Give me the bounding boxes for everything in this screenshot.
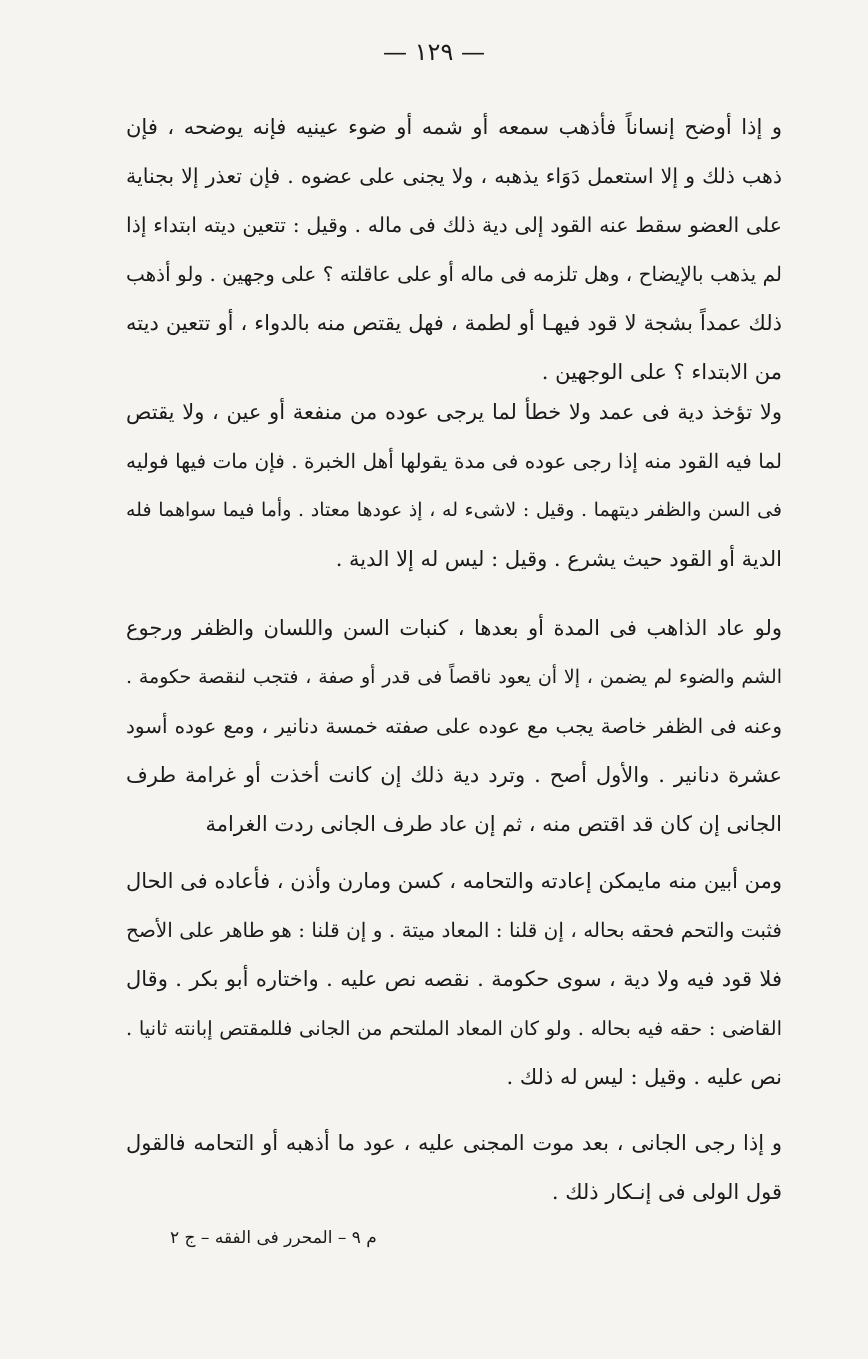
- text-line: ذهب ذلك و إلا استعمل دَوَاء يذهبه ، ولا يجنى على عضوه . فإن تعذر إلا بجناية: [126, 164, 782, 188]
- text-line: الجانى إن كان قد اقتص منه ، ثم إن عاد طرف الجانى ردت الغرامة: [205, 812, 782, 836]
- page-number: — ١٢٩ —: [383, 38, 485, 66]
- text-line: الشم والضوء لم يضمن ، إلا أن يعود ناقصاً فى قدر أو صفة ، فتجب لنقصة حكومة .: [126, 666, 782, 688]
- text-line: ومن أبين منه مايمكن إعادته والتحامه ، كسن ومارن وأذن ، فأعاده فى الحال: [126, 869, 782, 893]
- paragraph-1: [126, 103, 782, 397]
- text-line: على العضو سقط عنه القود إلى دية ذلك فى ماله . وقيل : تتعين ديته ابتداء إذا: [126, 213, 782, 237]
- text-line: نص عليه . وقيل : ليس له ذلك .: [506, 1065, 782, 1089]
- text-line: لما فيه القود منه إذا رجى عوده فى مدة يقولها أهل الخبرة . فإن مات فيها فوليه: [126, 449, 782, 473]
- text-line: ولو عاد الذاهب فى المدة أو بعدها ، كنبات السن واللسان والظفر ورجوع: [126, 616, 782, 640]
- signature-footer: م ٩ – المحرر فى الفقه – ج ٢: [170, 1228, 377, 1248]
- text-line: وعنه فى الظفر خاصة يجب مع عوده على صفته خمسة دنانير ، ومع عوده أسود: [126, 714, 782, 738]
- text-line: ولا تؤخذ دية فى عمد ولا خطأ لما يرجى عوده من منفعة أو عين ، ولا يقتص: [126, 400, 782, 424]
- text-line: ذلك عمداً بشجة لا قود فيهـا أو لطمة ، فهل يقتص منه بالدواء ، أو تتعين ديته: [126, 311, 782, 335]
- text-line: عشرة دنانير . والأول أصح . وترد دية ذلك إن كانت أخذت أو غرامة طرف: [126, 763, 782, 787]
- text-line: القاضى : حقه فيه بحاله . ولو كان المعاد الملتحم من الجانى فللمقتص إبانته ثانيا .: [126, 1017, 782, 1040]
- paragraph-3: [126, 604, 782, 849]
- paragraph-5: [126, 1119, 782, 1217]
- text-line: الدية أو القود حيث يشرع . وقيل : ليس له إلا الدية .: [335, 547, 782, 571]
- text-line: و إذا أوضح إنساناً فأذهب سمعه أو شمه أو ضوء عينيه فإنه يوضحه ، فإن: [126, 115, 782, 139]
- text-line: فى السن والظفر ديتهما . وقيل : لاشىء له ، إذ عودها معتاد . وأما فيما سواهما فله: [126, 499, 782, 521]
- text-line: قول الولى فى إنـكار ذلك .: [551, 1180, 782, 1204]
- paragraph-2: [126, 388, 782, 584]
- text-line: و إذا رجى الجانى ، بعد موت المجنى عليه ، عود ما أذهبه أو التحامه فالقول: [126, 1131, 782, 1155]
- text-line: فثبت والتحم فحقه بحاله ، إن قلنا : المعاد ميتة . و إن قلنا : هو طاهر على الأصح: [126, 918, 782, 942]
- paragraph-4: [126, 857, 782, 1102]
- text-line: فلا قود فيه ولا دية ، سوى حكومة . نقصه نص عليه . واختاره أبو بكر . وقال: [126, 967, 782, 991]
- text-line: من الابتداء ؟ على الوجهين .: [541, 360, 782, 384]
- text-line: لم يذهب بالإيضاح ، وهل تلزمه فى ماله أو على عاقلته ؟ على وجهين . ولو أذهب: [126, 262, 782, 286]
